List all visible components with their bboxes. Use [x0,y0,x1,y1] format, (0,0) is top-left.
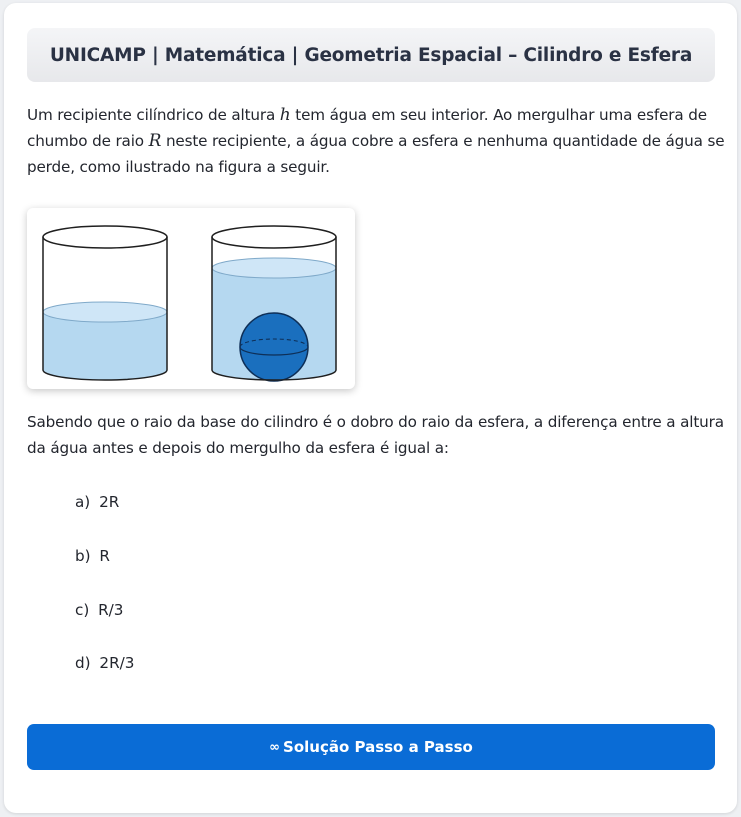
option-b[interactable] [75,543,110,569]
option-a[interactable] [75,489,119,515]
question-header [27,28,715,82]
intro-text-1: Um recipiente cilíndrico de altura [27,106,280,124]
option-d[interactable] [75,650,134,676]
option-letter: a) [75,493,91,511]
option-text: R [99,547,110,565]
infinity-icon: ∞ [269,739,279,755]
page-title: UNICAMP | Matemática | Geometria Espacial – Cilindro e Esfera [49,44,693,66]
cylinders-figure [27,208,355,389]
option-text: 2R [99,493,120,511]
option-text: 2R/3 [99,654,135,672]
question-prompt: Sabendo que o raio da base do cilindro é o dobro do raio da esfera, a diferença entre a altura da água antes e depois do mergulho da esfera é igual a: [27,413,724,457]
variable-h: h [279,105,291,125]
question-card [4,3,737,813]
intro-text-2: tem água em seu interior. Ao mergulhar uma esfera de chumbo de raio [27,106,707,150]
cylinder-before-icon [43,226,167,380]
solution-button-label: Solução Passo a Passo [283,738,473,756]
option-c[interactable] [75,597,123,623]
option-letter: c) [75,601,90,619]
option-letter: b) [75,547,91,565]
option-text: R/3 [98,601,124,619]
question-intro [27,102,727,180]
cylinder-after-icon [212,226,336,381]
variable-r: R [148,131,162,151]
intro-text-3: neste recipiente, a água cobre a esfera e nenhuma quantidade de água se perde, como ilustrado na figura a seguir. [27,132,725,176]
solution-button[interactable] [27,724,715,770]
two-cylinders-diagram-icon [27,208,355,389]
option-letter: d) [75,654,91,672]
